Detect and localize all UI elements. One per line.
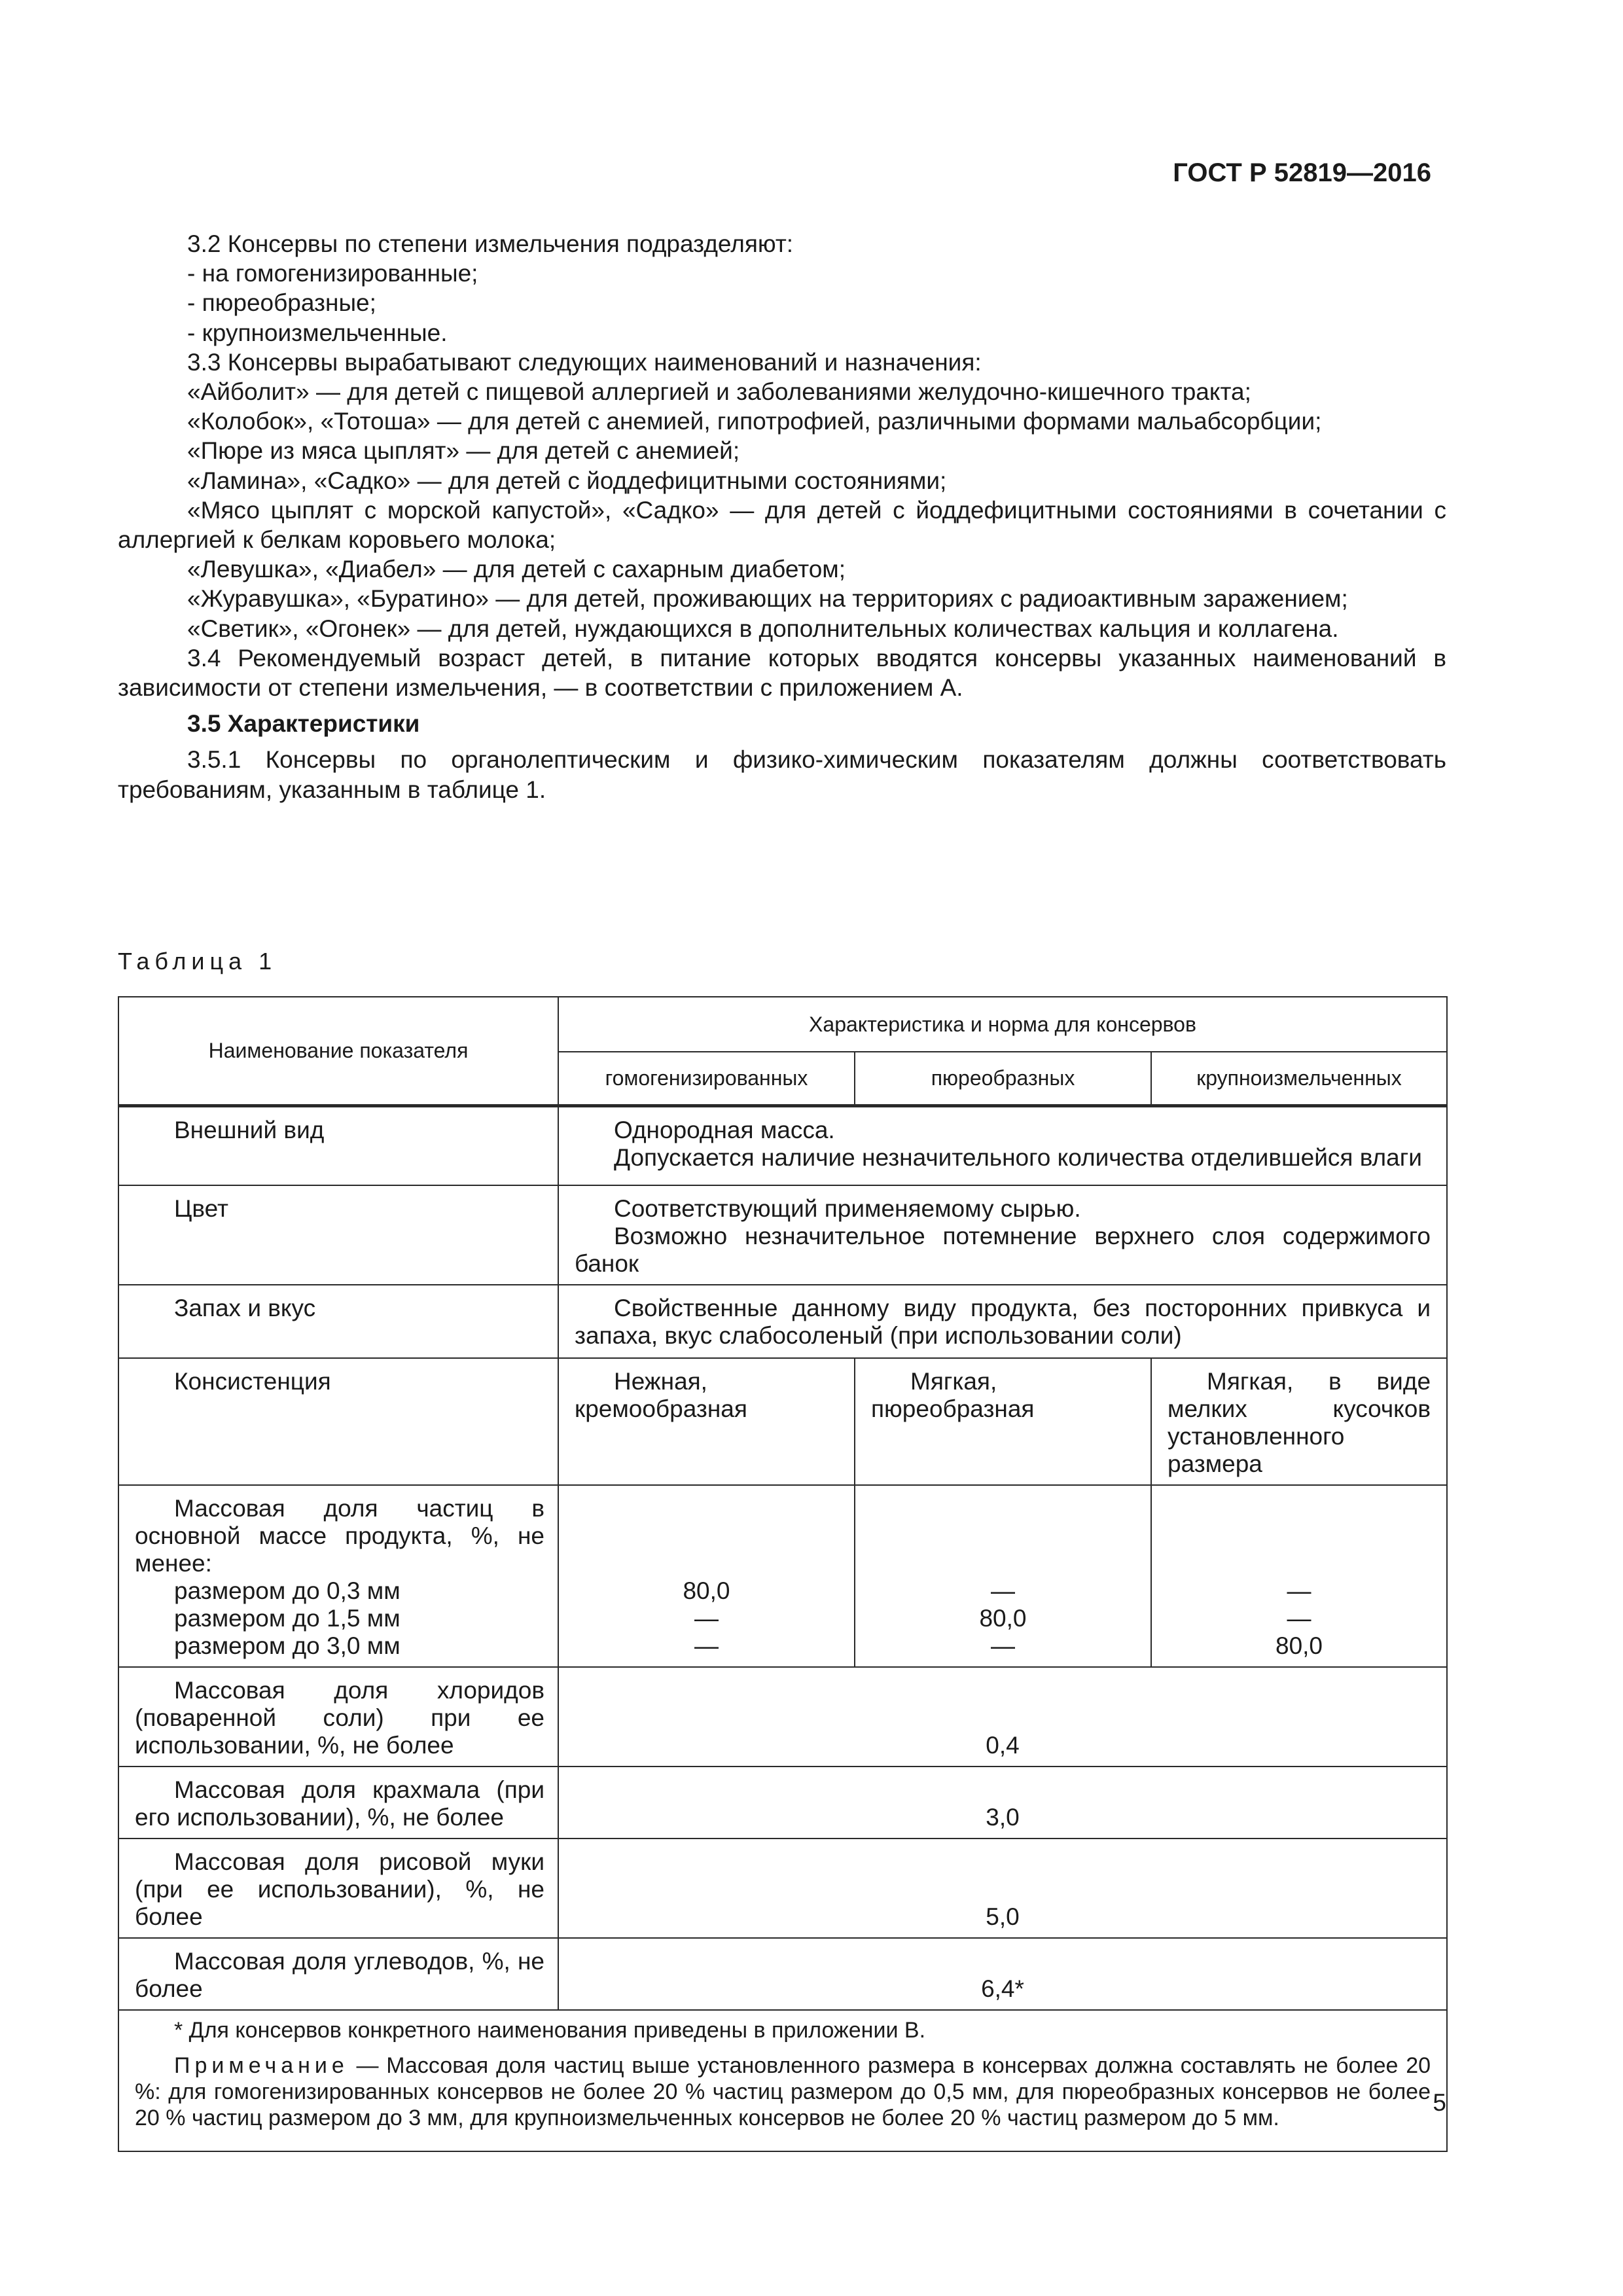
table-row (118, 1105, 1447, 1185)
consistency-coarse: Мягкая, в виде мелких кусочков установленного размера (1168, 1367, 1431, 1477)
cell-value: 80,0 (1275, 1632, 1323, 1659)
document-code: ГОСТ Р 52819—2016 (1173, 158, 1431, 187)
purpose-item: «Айболит» — для детей с пищевой аллергией и заболеваниями желудочно-кишечного тракта; (187, 378, 1251, 406)
table-row (118, 1485, 1447, 1667)
size-3-0: размером до 3,0 мм (174, 1632, 401, 1659)
table-row (118, 1938, 1447, 2010)
size-1-5: размером до 1,5 мм (174, 1604, 401, 1632)
note-text: — Массовая доля частиц выше установленного размера в консервах должна составлять не более 20 %: для гомогенизированных консервов не более 20 % частиц размером до 0,5 мм, для пюреобразных консервов не более 20 % частиц размером до 3 мм, для крупноизмельченных консервов не более 20 % частиц размером до 5 мм. (135, 2053, 1431, 2130)
cell-value: — (991, 1632, 1015, 1659)
purpose-item: «Журавушка», «Буратино» — для детей, проживающих на территориях с радиоактивным заражением; (187, 585, 1348, 613)
note-label: Примечание (174, 2053, 349, 2078)
section-heading-3-5: 3.5 Характеристики (187, 710, 420, 738)
col-header-homogenized: гомогенизированных (558, 1052, 855, 1105)
consistency-pureed: Мягкая, пюреобразная (871, 1367, 1035, 1422)
list-item: - пюреобразные; (187, 289, 376, 317)
table-row (118, 1358, 1447, 1485)
cell-value: — (694, 1604, 719, 1632)
col-group-header: Характеристика и норма для консервов (558, 997, 1447, 1052)
list-item: - на гомогенизированные; (187, 260, 478, 287)
purpose-item: «Светик», «Огонек» — для детей, нуждающихся в дополнительных количествах кальция и коллагена. (187, 615, 1339, 642)
page-number: 5 (1433, 2089, 1446, 2116)
cell-value: — (1287, 1604, 1311, 1632)
purpose-item: «Левушка», «Диабел» — для детей с сахарным диабетом; (187, 556, 846, 583)
table-row (118, 1839, 1447, 1938)
col-header-coarse: крупноизмельченных (1151, 1052, 1447, 1105)
color-line1: Соответствующий применяемому сырью. (614, 1194, 1081, 1222)
col-header-name: Наименование показателя (118, 997, 558, 1105)
row-label-particles: Массовая доля частиц в основной массе продукта, %, не менее: (135, 1494, 544, 1577)
rice-value: 5,0 (558, 1839, 1447, 1938)
row-label-consistency: Консистенция (174, 1367, 331, 1395)
table-row (118, 1285, 1447, 1358)
row-label-chlorides: Массовая доля хлоридов (поваренной соли) при ее использовании, %, не более (135, 1676, 544, 1759)
cell-value: 80,0 (979, 1604, 1027, 1632)
table-caption: Таблица 1 (118, 948, 277, 975)
row-label-rice: Массовая доля рисовой муки (при ее использовании), %, не более (135, 1848, 544, 1930)
cell-value: 80,0 (683, 1577, 730, 1604)
size-0-3: размером до 0,3 мм (174, 1577, 401, 1604)
table-footnote-row (118, 2010, 1447, 2151)
carbs-value: 6,4* (558, 1938, 1447, 2010)
row-label-appearance: Внешний вид (174, 1116, 325, 1143)
cell-value: — (1287, 1577, 1311, 1604)
paragraph-3-2: 3.2 Консервы по степени измельчения подразделяют: (187, 230, 794, 257)
paragraph-3-3: 3.3 Консервы вырабатывают следующих наименований и назначения: (187, 348, 982, 376)
row-label-carbs: Массовая доля углеводов, %, не более (135, 1947, 544, 2002)
color-line2: Возможно незначительное потемнение верхнего слоя содержимого банок (575, 1222, 1431, 1277)
purpose-item: «Пюре из мяса цыплят» — для детей с анемией; (187, 437, 740, 465)
body-text (118, 229, 1446, 804)
row-label-color: Цвет (174, 1194, 228, 1222)
starch-value: 3,0 (558, 1767, 1447, 1839)
smell-value: Свойственные данному виду продукта, без посторонних привкуса и запаха, вкус слабосоленый (при использовании соли) (575, 1294, 1431, 1349)
row-label-starch: Массовая доля крахмала (при его использовании), %, не более (135, 1776, 544, 1831)
purpose-item: «Мясо цыплят с морской капустой», «Садко» — для детей с йоддефицитными состояниями в сочетании с аллергией к белкам коровьего молока; (118, 496, 1446, 554)
cell-value: — (694, 1632, 719, 1659)
col-header-pureed: пюреобразных (855, 1052, 1151, 1105)
table-note (135, 2053, 1431, 2131)
table-footnote: * Для консервов конкретного наименования приведены в приложении В. (174, 2017, 926, 2043)
table-row (118, 1667, 1447, 1767)
table-row (118, 1767, 1447, 1839)
appearance-line1: Однородная масса. (614, 1116, 835, 1143)
chlorides-value: 0,4 (558, 1667, 1447, 1767)
cell-value: — (991, 1577, 1015, 1604)
consistency-homogenized: Нежная, кремообразная (575, 1367, 747, 1422)
list-item: - крупноизмельченные. (187, 319, 448, 346)
appearance-line2: Допускается наличие незначительного количества отделившейся влаги (614, 1143, 1422, 1171)
row-label-smell: Запах и вкус (174, 1294, 316, 1321)
purpose-item: «Колобок», «Тотоша» — для детей с анемией, гипотрофией, различными формами мальабсорбции; (187, 408, 1322, 435)
table-row (118, 1185, 1447, 1285)
characteristics-table (118, 996, 1448, 2152)
paragraph-3-5-1: 3.5.1 Консервы по органолептическим и физико-химическим показателям должны соответствовать требованиям, указанным в таблице 1. (118, 746, 1446, 803)
paragraph-3-4: 3.4 Рекомендуемый возраст детей, в питание которых вводятся консервы указанных наименований в зависимости от степени измельчения, — в соответствии с приложением А. (118, 644, 1446, 702)
purpose-item: «Ламина», «Садко» — для детей с йоддефицитными состояниями; (187, 467, 947, 494)
